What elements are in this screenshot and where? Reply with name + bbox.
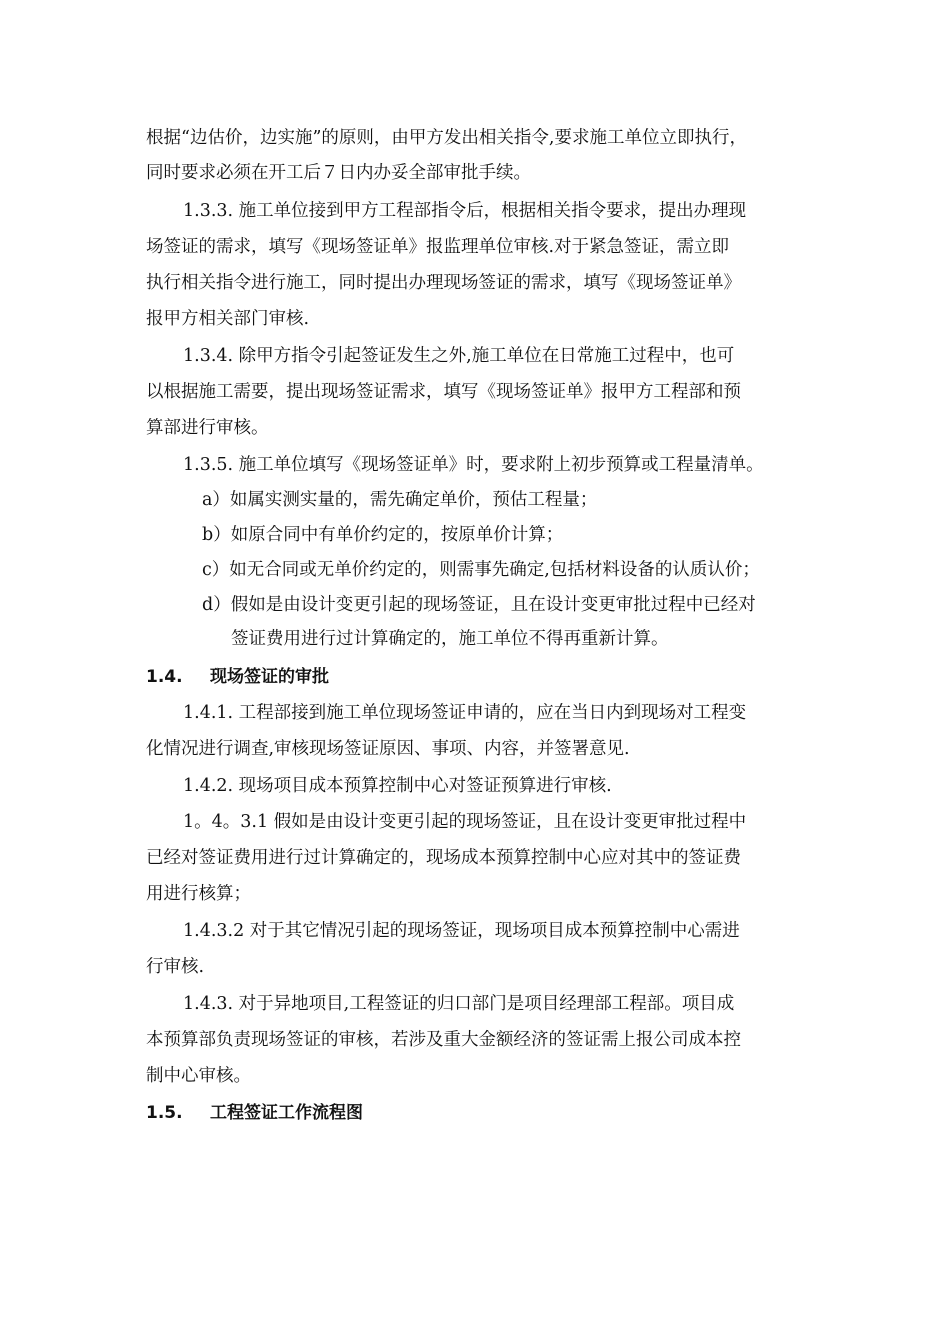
paragraph-line: 报甲方相关部门审核. [146,309,310,329]
paragraph-line: 根据“边估价，边实施”的原则，由甲方发出相关指令,要求施工单位立即执行， [146,128,747,148]
paragraph-line: 以根据施工需要，提出现场签证需求，填写《现场签证单》报甲方工程部和预 [146,382,741,402]
paragraph-line: 场签证的需求，填写《现场签证单》报监理单位审核.对于紧急签证，需立即 [146,237,730,257]
paragraph-line: 算部进行审核。 [146,418,269,438]
list-item: c）如无合同或无单价约定的，则需事先确定,包括材料设备的认质认价； [202,560,760,580]
heading-title: 现场签证的审批 [210,667,329,687]
list-item-continuation: 签证费用进行过计算确定的，施工单位不得再重新计算。 [231,629,669,649]
paragraph-line: 1.3.5. 施工单位填写《现场签证单》时，要求附上初步预算或工程量清单。 [183,455,764,475]
paragraph-line: 1.3.4. 除甲方指令引起签证发生之外,施工单位在日常施工过程中，也可 [183,346,735,366]
paragraph-line: 化情况进行调查,审核现场签证原因、事项、内容，并签署意见. [146,739,630,759]
paragraph-line: 行审核. [146,957,205,977]
heading-title: 工程签证工作流程图 [210,1103,363,1123]
list-item: b）如原合同中有单价约定的，按原单价计算； [202,525,564,545]
paragraph-line: 1.4.2. 现场项目成本预算控制中心对签证预算进行审核. [183,776,612,796]
paragraph-line: 1.4.3.2 对于其它情况引起的现场签证，现场项目成本预算控制中心需进 [183,921,740,941]
paragraph-line: 本预算部负责现场签证的审核，若涉及重大金额经济的签证需上报公司成本控 [146,1030,741,1050]
section-heading-1-5 [146,1102,363,1124]
paragraph-line: 执行相关指令进行施工，同时提出办理现场签证的需求，填写《现场签证单》 [146,273,741,293]
list-item: d）假如是由设计变更引起的现场签证，且在设计变更审批过程中已经对 [202,595,756,615]
paragraph-line: 同时要求必须在开工后７日内办妥全部审批手续。 [146,163,531,183]
paragraph-line: 1.4.3. 对于异地项目,工程签证的归口部门是项目经理部工程部。项目成 [183,994,735,1014]
heading-number: 1.5. [146,1103,183,1123]
paragraph-line: 1.4.1. 工程部接到施工单位现场签证申请的，应在当日内到现场对工程变 [183,703,747,723]
paragraph-line: 制中心审核。 [146,1066,251,1086]
heading-number: 1.4. [146,667,183,687]
list-item: a）如属实测实量的，需先确定单价，预估工程量； [202,490,598,510]
paragraph-line: 1.3.3. 施工单位接到甲方工程部指令后，根据相关指令要求，提出办理现 [183,201,747,221]
section-heading-1-4 [146,666,329,688]
paragraph-line: 1。4。3.1 假如是由设计变更引起的现场签证，且在设计变更审批过程中 [183,812,747,832]
paragraph-line: 用进行核算； [146,884,251,904]
paragraph-line: 已经对签证费用进行过计算确定的，现场成本预算控制中心应对其中的签证费 [146,848,741,868]
